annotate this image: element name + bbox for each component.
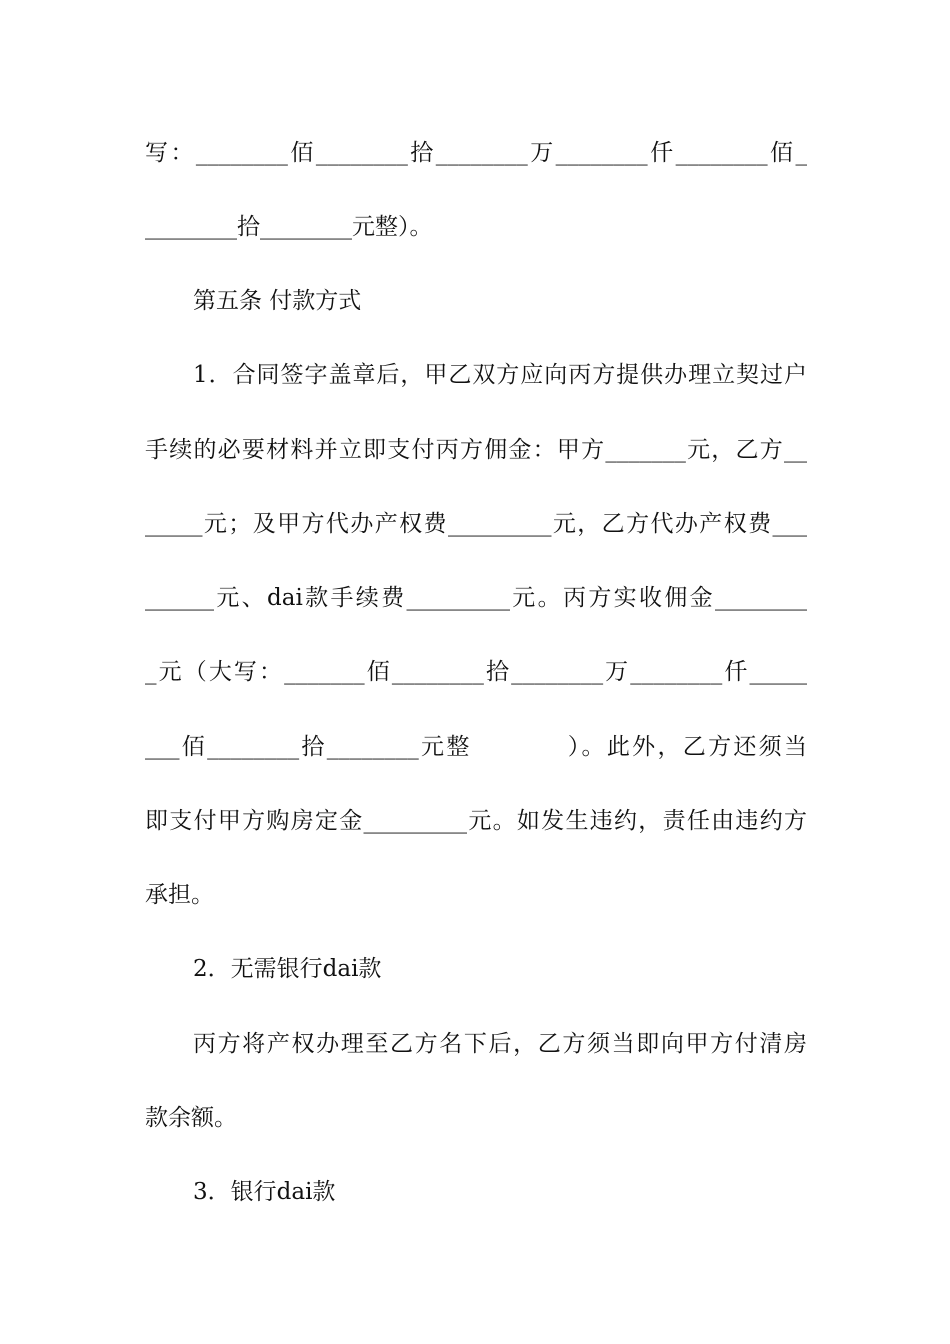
section-heading: 第五条 付款方式 (193, 288, 362, 314)
clause-heading: 3．银行dai款 (193, 1179, 336, 1205)
text-line: 写：________佰________拾________万________仟________佰_ (145, 140, 807, 166)
paragraph-line: 承担。 (145, 882, 214, 908)
paragraph-line: 手续的必要材料并立即支付丙方佣金：甲方_______元，乙方__ (145, 437, 807, 463)
paragraph-line: _元（大写：_______佰________拾________万________仟_____ (145, 659, 807, 685)
paragraph-line: 丙方将产权办理至乙方名下后，乙方须当即向甲方付清房 (193, 1031, 807, 1057)
paragraph-line: 即支付甲方购房定金_________元。如发生违约，责任由违约方 (145, 808, 807, 834)
paragraph-line: ___佰________拾________元整 ）。此外，乙方还须当 (145, 734, 807, 760)
paragraph-line: 1．合同签字盖章后，甲乙双方应向丙方提供办理立契过户 (193, 362, 807, 388)
paragraph-line: ______元、dai款手续费_________元。丙方实收佣金________ (145, 585, 807, 611)
text-line: ________拾________元整）。 (145, 214, 433, 240)
clause-heading: 2．无需银行dai款 (193, 956, 382, 982)
paragraph-line: 款余额。 (145, 1105, 237, 1131)
paragraph-line: _____元；及甲方代办产权费_________元，乙方代办产权费___ (145, 511, 807, 537)
